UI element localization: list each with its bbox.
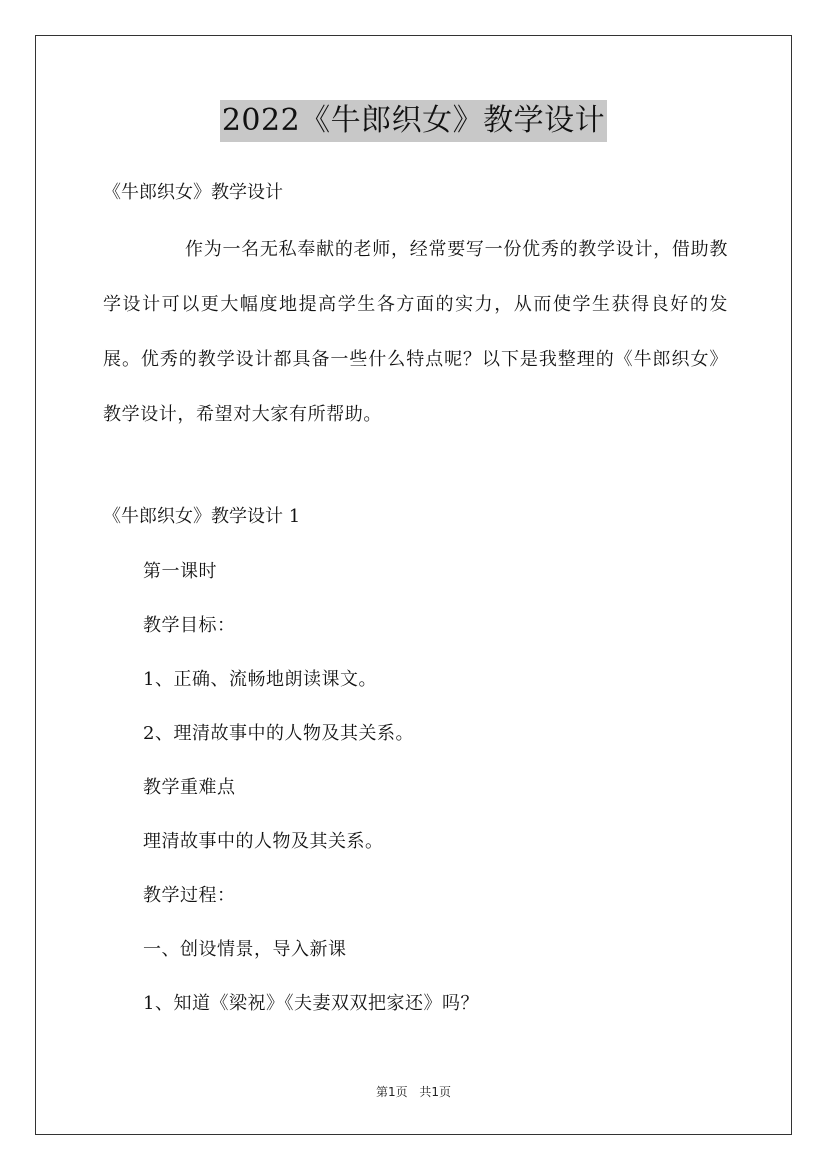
page-number: 第1页	[375, 1085, 408, 1099]
page-count: 共1页	[419, 1085, 452, 1099]
lesson-line: 理清故事中的人物及其关系。	[143, 831, 384, 852]
lesson-line: 教学目标：	[143, 615, 236, 636]
lesson-line: 1、知道《梁祝》《夫妻双双把家还》吗？	[143, 993, 479, 1014]
lesson-line: 2、理清故事中的人物及其关系。	[143, 723, 414, 744]
lesson-line: 教学重难点	[143, 777, 236, 798]
lesson-content	[143, 557, 479, 1043]
document-title: 2022《牛郎织女》教学设计	[220, 100, 607, 142]
lesson-line: 一、创设情景，导入新课	[143, 939, 347, 960]
section-title: 《牛郎织女》教学设计 1	[103, 506, 301, 527]
intro-paragraph: 作为一名无私奉献的老师，经常要写一份优秀的教学设计，借助教学设计可以更大幅度地提高学生各方面的实力，从而使学生获得良好的发展。优秀的教学设计都具备一些什么特点呢？以下是我整理的《牛郎织女》教学设计，希望对大家有所帮助。	[103, 239, 728, 425]
page-footer	[0, 1083, 827, 1101]
document-subtitle: 《牛郎织女》教学设计	[103, 182, 283, 203]
title-container	[0, 100, 827, 142]
lesson-line: 1、正确、流畅地朗读课文。	[143, 669, 377, 690]
lesson-line: 第一课时	[143, 561, 217, 582]
lesson-line: 教学过程：	[143, 885, 236, 906]
